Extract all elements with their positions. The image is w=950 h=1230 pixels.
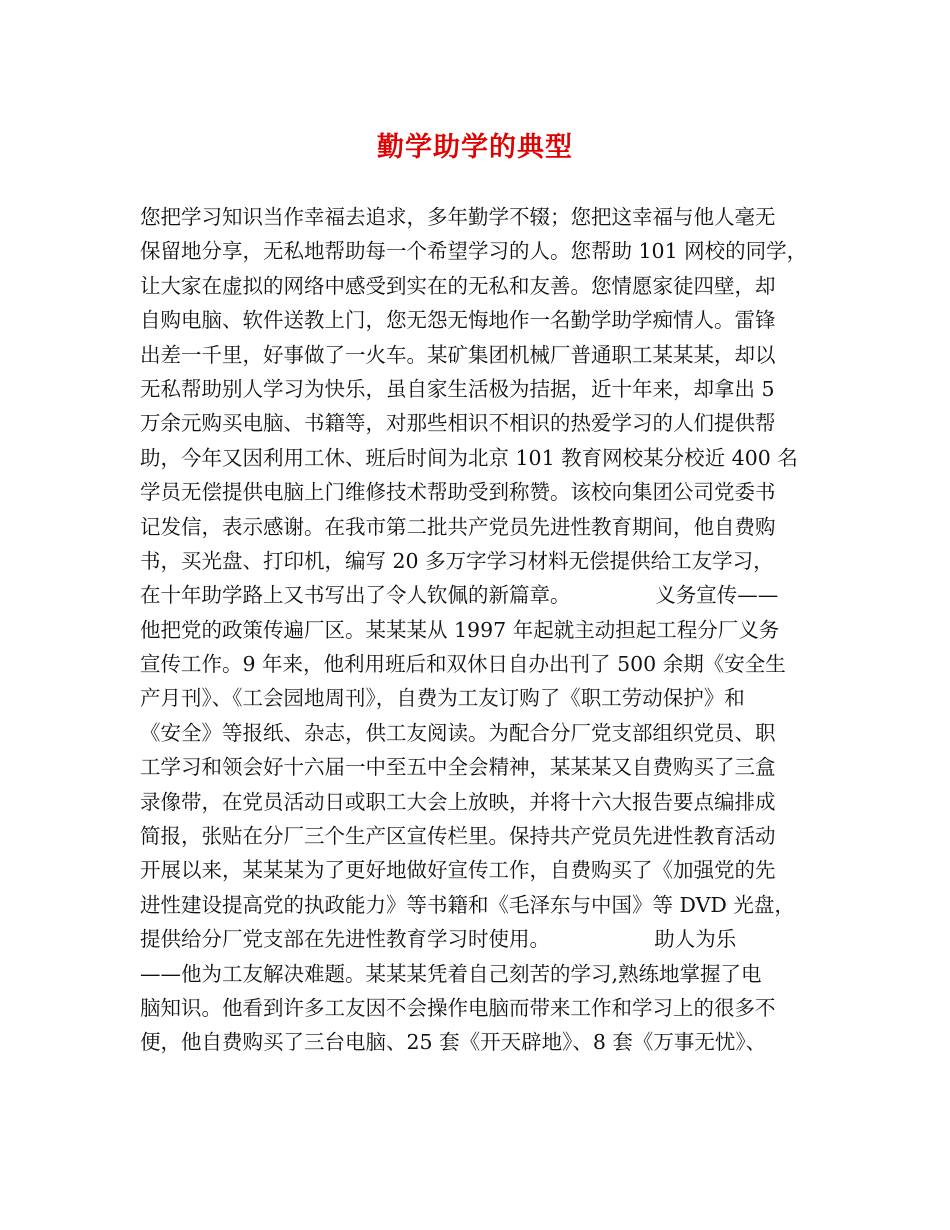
document-title: 勤学助学的典型 bbox=[377, 132, 573, 163]
body-line: 进性建设提高党的执政能力》等书籍和《毛泽东与中国》等 DVD 光盘， bbox=[140, 892, 795, 917]
body-line: 助，今年又因利用工休、班后时间为北京 101 教育网校某分校近 400 名 bbox=[140, 445, 798, 470]
body-line: 录像带，在党员活动日或职工大会上放映，并将十六大报告要点编排成 bbox=[140, 789, 776, 814]
body-line: 出差一千里，好事做了一火车。某矿集团机械厂普通职工某某某，却以 bbox=[140, 342, 776, 367]
body-line: 开展以来，某某某为了更好地做好宣传工作，自费购买了《加强党的先 bbox=[140, 858, 776, 883]
body-line: ——他为工友解决难题。某某某凭着自己刻苦的学习,熟练地掌握了电 bbox=[140, 961, 762, 986]
body-line: 在十年助学路上又书写出了令人钦佩的新篇章。 义务宣传—— bbox=[140, 583, 779, 608]
body-line: 提供给分厂党支部在先进性教育学习时使用。 助人为乐 bbox=[140, 927, 737, 952]
body-line: 他把党的政策传遍厂区。某某某从 1997 年起就主动担起工程分厂义务 bbox=[140, 617, 780, 642]
body-line: 记发信，表示感谢。在我市第二批共产党员先进性教育期间，他自费购 bbox=[140, 514, 776, 539]
body-line: 学员无偿提供电脑上门维修技术帮助受到称赞。该校向集团公司党委书 bbox=[140, 480, 776, 505]
body-line: 产月刊》、《工会园地周刊》，自费为工友订购了《职工劳动保护》和 bbox=[140, 686, 745, 711]
body-line: 自购电脑、软件送教上门，您无怨无悔地作一名勤学助学痴情人。雷锋 bbox=[140, 308, 776, 333]
body-line: 您把学习知识当作幸福去追求，多年勤学不辍；您把这幸福与他人毫无 bbox=[140, 205, 776, 229]
document-body bbox=[140, 200, 830, 1060]
body-line: 便，他自费购买了三台电脑、25 套《开天辟地》、8 套《万事无忧》、 bbox=[140, 1030, 767, 1055]
body-line: 简报，张贴在分厂三个生产区宣传栏里。保持共产党员先进性教育活动 bbox=[140, 824, 776, 849]
body-line: 让大家在虚拟的网络中感受到实在的无私和友善。您情愿家徒四壁，却 bbox=[140, 273, 776, 298]
body-line: 脑知识。他看到许多工友因不会操作电脑而带来工作和学习上的很多不 bbox=[140, 995, 776, 1020]
body-line: 《安全》等报纸、杂志，供工友阅读。为配合分厂党支部组织党员、职 bbox=[140, 720, 776, 745]
body-line: 工学习和领会好十六届一中至五中全会精神，某某某又自费购买了三盒 bbox=[140, 755, 776, 780]
body-line: 宣传工作。9 年来，他利用班后和双休日自办出刊了 500 余期《安全生 bbox=[140, 652, 786, 677]
body-line: 保留地分享，无私地帮助每一个希望学习的人。您帮助 101 网校的同学， bbox=[140, 239, 808, 264]
body-line: 万余元购买电脑、书籍等，对那些相识不相识的热爱学习的人们提供帮 bbox=[140, 411, 776, 436]
body-line: 书，买光盘、打印机，编写 20 多万字学习材料无偿提供给工友学习， bbox=[140, 548, 774, 573]
body-line: 无私帮助别人学习为快乐，虽自家生活极为拮据，近十年来，却拿出 5 bbox=[140, 376, 775, 401]
